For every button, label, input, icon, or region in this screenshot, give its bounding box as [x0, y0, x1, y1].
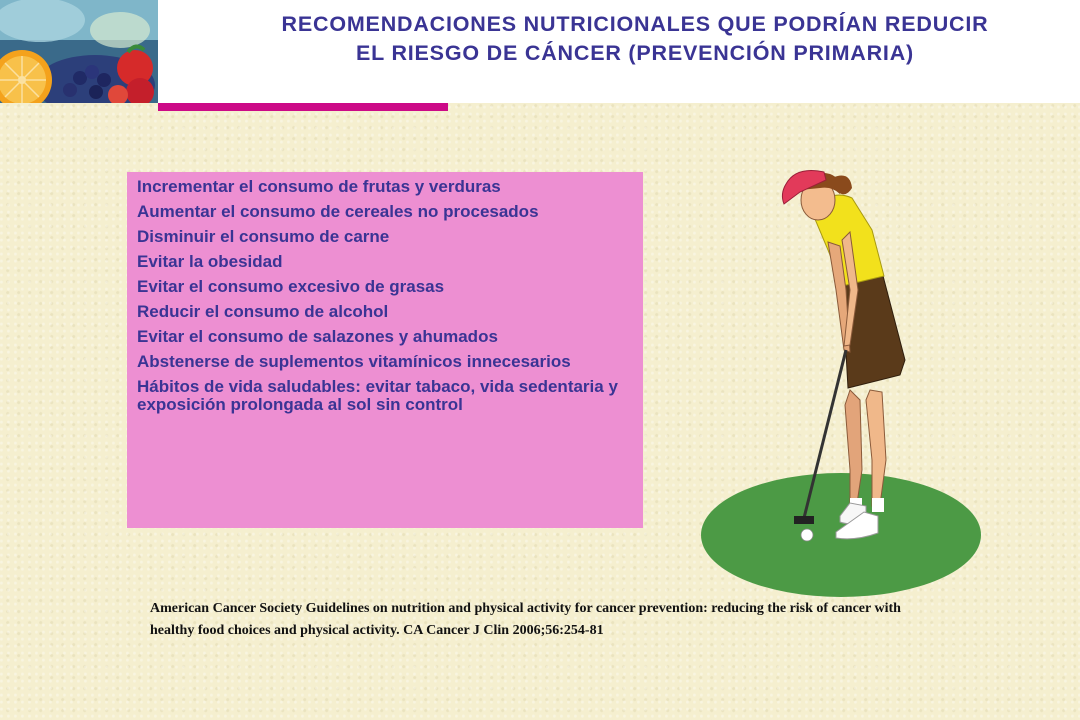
fruit-photo	[0, 0, 158, 103]
recommendation-item: Evitar el consumo de salazones y ahumados	[137, 327, 498, 346]
header	[0, 0, 1080, 103]
recommendation-item: Incrementar el consumo de frutas y verduras	[137, 177, 501, 196]
recommendation-item: Evitar la obesidad	[137, 252, 283, 271]
recommendation-item: Disminuir el consumo de carne	[137, 227, 390, 246]
recommendation-item: Aumentar el consumo de cereales no procesados	[137, 202, 539, 221]
recommendation-item: Evitar el consumo excesivo de grasas	[137, 277, 445, 296]
recommendation-item: Abstenerse de suplementos vitamínicos innecesarios	[137, 352, 571, 371]
recommendations-list	[137, 178, 633, 414]
recommendations-box	[127, 172, 643, 528]
recommendation-item: Hábitos de vida saludables: evitar tabaco, vida sedentaria y exposición prolongada al sol sin control	[137, 377, 618, 414]
title-underline	[158, 103, 448, 111]
citation: American Cancer Society Guidelines on nutrition and physical activity for cancer prevention: reducing the risk of cancer with healthy food choices and physical activity. CA Cancer J Clin 2006;56:254-81	[150, 601, 901, 638]
recommendation-item: Reducir el consumo de alcohol	[137, 302, 389, 321]
page-title: RECOMENDACIONES NUTRICIONALES QUE PODRÍAN REDUCIR EL RIESGO DE CÁNCER (PREVENCIÓN PRIMARIA)	[281, 12, 989, 65]
golfer-illustration	[700, 160, 990, 600]
